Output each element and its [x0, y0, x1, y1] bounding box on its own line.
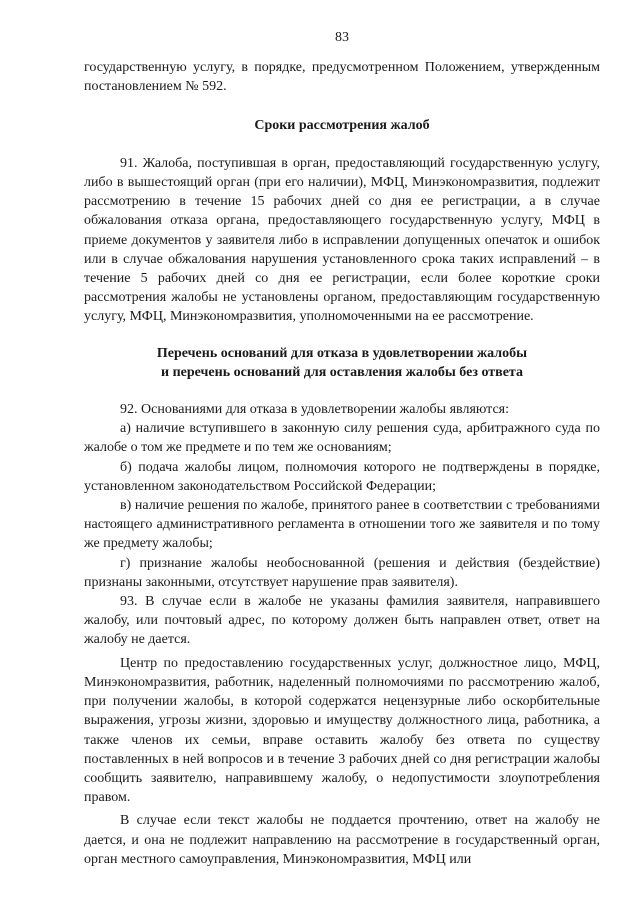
- paragraph-92: 92. Основаниями для отказа в удовлетворении жалобы являются:: [120, 402, 509, 418]
- list-item-a: а) наличие вступившего в законную силу решения суда, арбитражного суда по жалобе о том же предмете и по тем же основаниям;: [84, 421, 600, 456]
- document-page: [84, 28, 600, 869]
- paragraph-91: 91. Жалоба, поступившая в орган, предоставляющий государственную услугу, либо в вышестоящий орган (при его наличии), МФЦ, Минэкономразвития, подлежит рассмотрению в течение 15 рабочих дней со дня ее регистрации, а в случае обжалования отказа органа, предоставляющего государственную услугу, МФЦ в приеме документов у заявителя либо в исправлении допущенных опечаток и ошибок или в случае обжалования нарушения установленного срока таких исправлений – в течение 5 рабочих дней со дня ее регистрации, если более короткие сроки рассмотрения жалобы не установлены органом, предоставляющим государственную услугу, МФЦ, Минэкономразвития, уполномоченными на ее рассмотрение.: [84, 155, 600, 325]
- page-number: 83: [335, 30, 349, 45]
- list-item-g: г) признание жалобы необоснованной (решения и действия (бездействие) признаны законными, отсутствует нарушение прав заявителя).: [84, 555, 600, 590]
- paragraph-93: 93. В случае если в жалобе не указаны фамилия заявителя, направившего жалобу, или почтовый адрес, по которому должен быть направлен ответ, ответ на жалобу не дается.: [84, 594, 600, 648]
- paragraph-unreadable-text: В случае если текст жалобы не поддается прочтению, ответ на жалобу не дается, и она не подлежит направлению на рассмотрение в государственный орган, орган местного самоуправления, Минэкономразвития, МФЦ или: [84, 813, 600, 867]
- list-item-v: в) наличие решения по жалобе, принятого ранее в соответствии с требованиями настоящего административного регламента в отношении того же заявителя и по тому же предмету жалобы;: [84, 498, 600, 552]
- intro-paragraph: государственную услугу, в порядке, предусмотренном Положением, утвержденным постановлением № 592.: [84, 60, 600, 95]
- heading-review-terms: Сроки рассмотрения жалоб: [254, 117, 430, 133]
- heading-refusal-grounds: [84, 344, 600, 382]
- list-item-b: б) подача жалобы лицом, полномочия которого не подтверждены в порядке, установленном законодательством Российской Федерации;: [84, 459, 600, 494]
- paragraph-center-services: Центр по предоставлению государственных услуг, должностное лицо, МФЦ, Минэкономразвития, работник, наделенный полномочиями по рассмотрению жалоб, при получении жалобы, в которой содержатся нецензурные либо оскорбительные выражения, угрозы жизни, здоровью и имуществу должностного лица, работника, а также членов их семьи, вправе оставить жалобу без ответа по существу поставленных в ней вопросов и в течение 3 рабочих дней со дня регистрации жалобы сообщить заявителю, направившему жалобу, о недопустимости злоупотребления правом.: [84, 655, 600, 806]
- heading-refusal-grounds-line1: Перечень оснований для отказа в удовлетворении жалобы: [156, 345, 528, 361]
- heading-refusal-grounds-line2: и перечень оснований для оставления жалобы без ответа: [161, 364, 523, 380]
